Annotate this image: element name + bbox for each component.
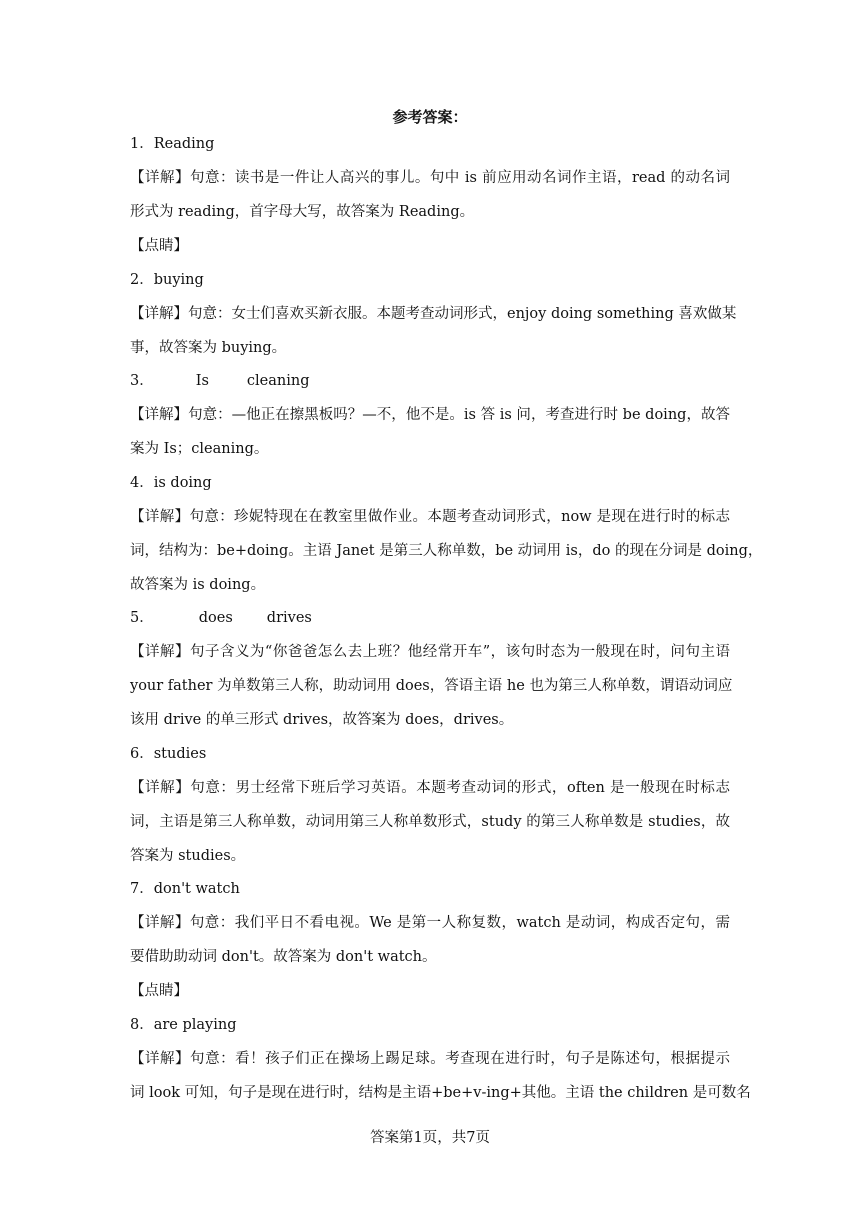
explanation-line: 形式为 reading，首字母大写，故答案为 Reading。 <box>130 204 475 220</box>
answer-line <box>130 608 730 628</box>
answer-line: 6．studies <box>130 746 207 762</box>
answer-line: 7．don't watch <box>130 881 240 897</box>
answer-line: 4．is doing <box>130 475 212 491</box>
explanation-line: 词，结构为：be+doing。主语 Janet 是第三人称单数，be 动词用 is，do 的现在分词是 doing， <box>130 543 763 559</box>
tip-label: 【点睛】 <box>130 238 188 254</box>
answer-word: does <box>198 610 233 626</box>
tip-label: 【点睛】 <box>130 983 188 999</box>
answer-word: Is <box>195 373 209 389</box>
explanation-line: 【详解】句意：男士经常下班后学习英语。本题考查动词的形式，often 是一般现在时标志 <box>130 780 730 796</box>
answer-line: 2．buying <box>130 272 204 288</box>
page-footer: 答案第1页，共7页 <box>370 1130 490 1146</box>
explanation-line: 事，故答案为 buying。 <box>130 340 287 356</box>
page-title: 参考答案： <box>392 108 468 126</box>
explanation-line: 要借助助动词 don't。故答案为 don't watch。 <box>130 949 437 965</box>
explanation-line: 答案为 studies。 <box>130 848 246 864</box>
explanation-line: 【详解】句子含义为“你爸爸怎么去上班？他经常开车”，该句时态为一般现在时，问句主语 <box>130 644 730 660</box>
explanation-line: your father 为单数第三人称，助动词用 does，答语主语 he 也为第三人称单数，谓语动词应 <box>130 678 733 694</box>
explanation-line: 故答案为 is doing。 <box>130 577 266 593</box>
explanation-line: 【详解】句意：珍妮特现在在教室里做作业。本题考查动词形式，now 是现在进行时的标志 <box>130 509 730 525</box>
explanation-line: 案为 Is；cleaning。 <box>130 441 269 457</box>
answer-word: drives <box>266 610 312 626</box>
question-number: 5． <box>130 610 154 626</box>
question-number: 3． <box>130 373 154 389</box>
answer-line <box>130 371 730 391</box>
explanation-line: 该用 drive 的单三形式 drives，故答案为 does，drives。 <box>130 712 514 728</box>
explanation-line: 词 look 可知，句子是现在进行时，结构是主语+be+v-ing+其他。主语 the children 是可数名 <box>130 1085 751 1101</box>
explanation-line: 【详解】句意：—他正在擦黑板吗？—不，他不是。is 答 is 问，考查进行时 be doing，故答 <box>130 407 730 423</box>
explanation-line: 词，主语是第三人称单数，动词用第三人称单数形式，study 的第三人称单数是 studies，故 <box>130 814 730 830</box>
answer-word: cleaning <box>246 373 310 389</box>
answer-line: 8．are playing <box>130 1017 237 1033</box>
explanation-line: 【详解】句意：读书是一件让人高兴的事儿。句中 is 前应用动名词作主语，read 的动名词 <box>130 170 730 186</box>
explanation-line: 【详解】句意：看！孩子们正在操场上踢足球。考查现在进行时，句子是陈述句，根据提示 <box>130 1051 730 1067</box>
explanation-line: 【详解】句意：我们平日不看电视。We 是第一人称复数，watch 是动词，构成否定句，需 <box>130 915 730 931</box>
answer-line: 1．Reading <box>130 136 215 152</box>
explanation-line: 【详解】句意：女士们喜欢买新衣服。本题考查动词形式，enjoy doing something 喜欢做某 <box>130 306 737 322</box>
